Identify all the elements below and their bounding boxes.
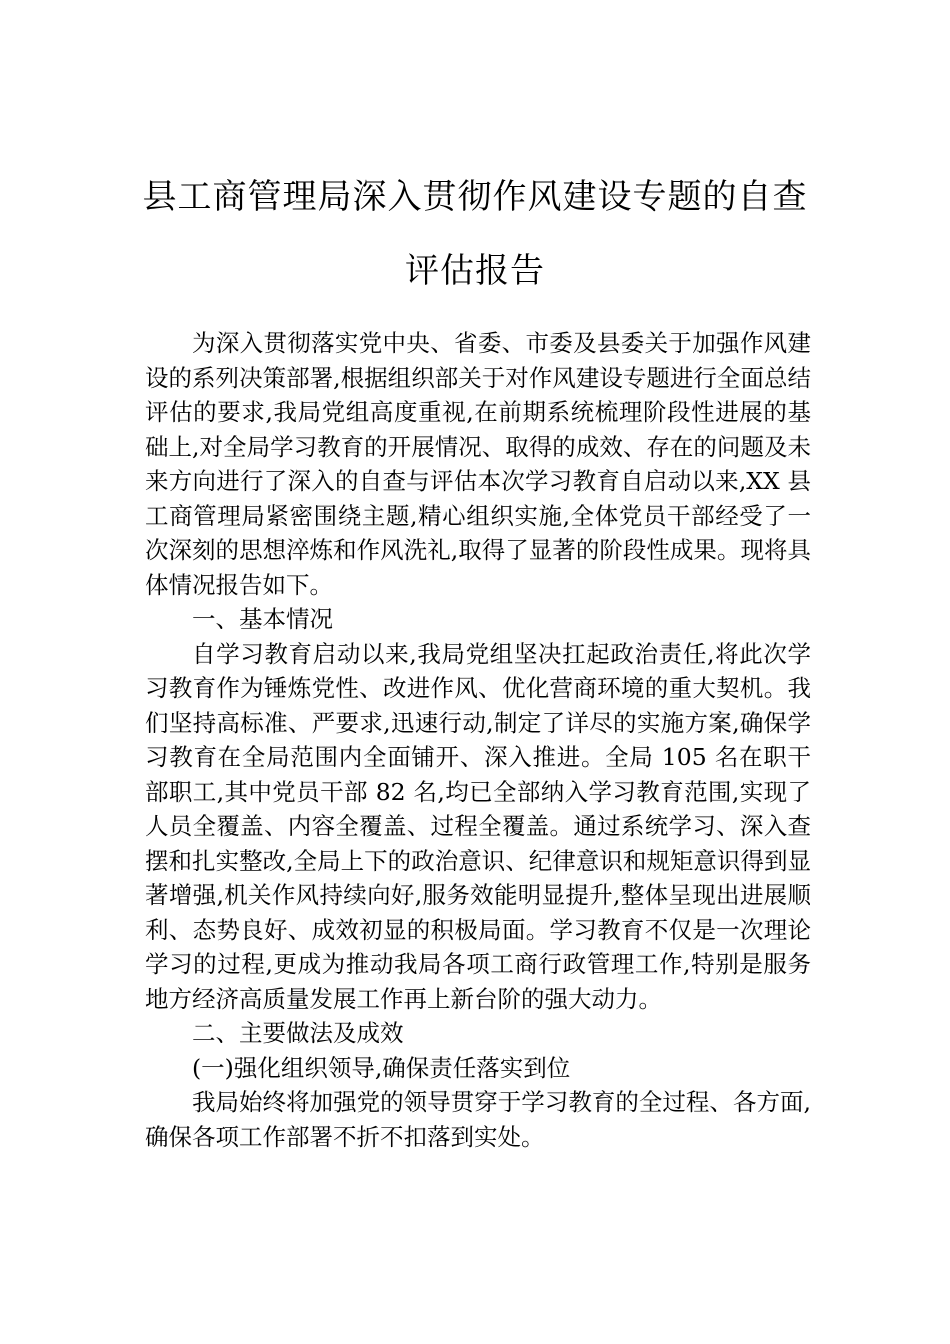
subsection-heading-organization-leadership: (一)强化组织领导,确保责任落实到位 <box>192 1053 571 1082</box>
section-heading-basic-situation: 一、基本情况 <box>192 605 333 633</box>
document-title: 县工商管理局深入贯彻作风建设专题的自查评估报告 <box>142 177 808 291</box>
intro-paragraph: 为深入贯彻落实党中央、省委、市委及县委关于加强作风建设的系列决策部署,根据组织部关于对作风建设专题进行全面总结评估的要求,我局党组高度重视,在前期系统梳理阶段性进展的基础上,对全局学习教育的开展情况、取得的成效、存在的问题及未来方向进行了深入的自查与评估本次学习教育自启动以来,XX 县工商管理局紧密围绕主题,精心组织实施,全体党员干部经受了一次深刻的思想淬炼和作风洗礼,取得了显著的阶段性成果。现将具体情况报告如下。 <box>145 329 811 599</box>
basic-situation-paragraph: 自学习教育启动以来,我局党组坚决扛起政治责任,将此次学习教育作为锤炼党性、改进作风、优化营商环境的重大契机。我们坚持高标准、严要求,迅速行动,制定了详尽的实施方案,确保学习教育在全局范围内全面铺开、深入推进。全局 105 名在职干部职工,其中党员干部 82 名,均已全部纳入学习教育范围,实现了人员全覆盖、内容全覆盖、过程全覆盖。通过系统学习、深入查摆和扎实整改,全局上下的政治意识、纪律意识和规矩意识得到显著增强,机关作风持续向好,服务效能明显提升,整体呈现出进展顺利、态势良好、成效初显的积极局面。学习教育不仅是一次理论学习的过程,更成为推动我局各项工商行政管理工作,特别是服务地方经济高质量发展工作再上新台阶的强大动力。 <box>145 639 811 1013</box>
document-body <box>145 326 811 1154</box>
section-heading-main-practices: 二、主要做法及成效 <box>192 1019 404 1047</box>
organization-leadership-paragraph: 我局始终将加强党的领导贯穿于学习教育的全过程、各方面,确保各项工作部署不折不扣落到实处。 <box>145 1088 811 1151</box>
